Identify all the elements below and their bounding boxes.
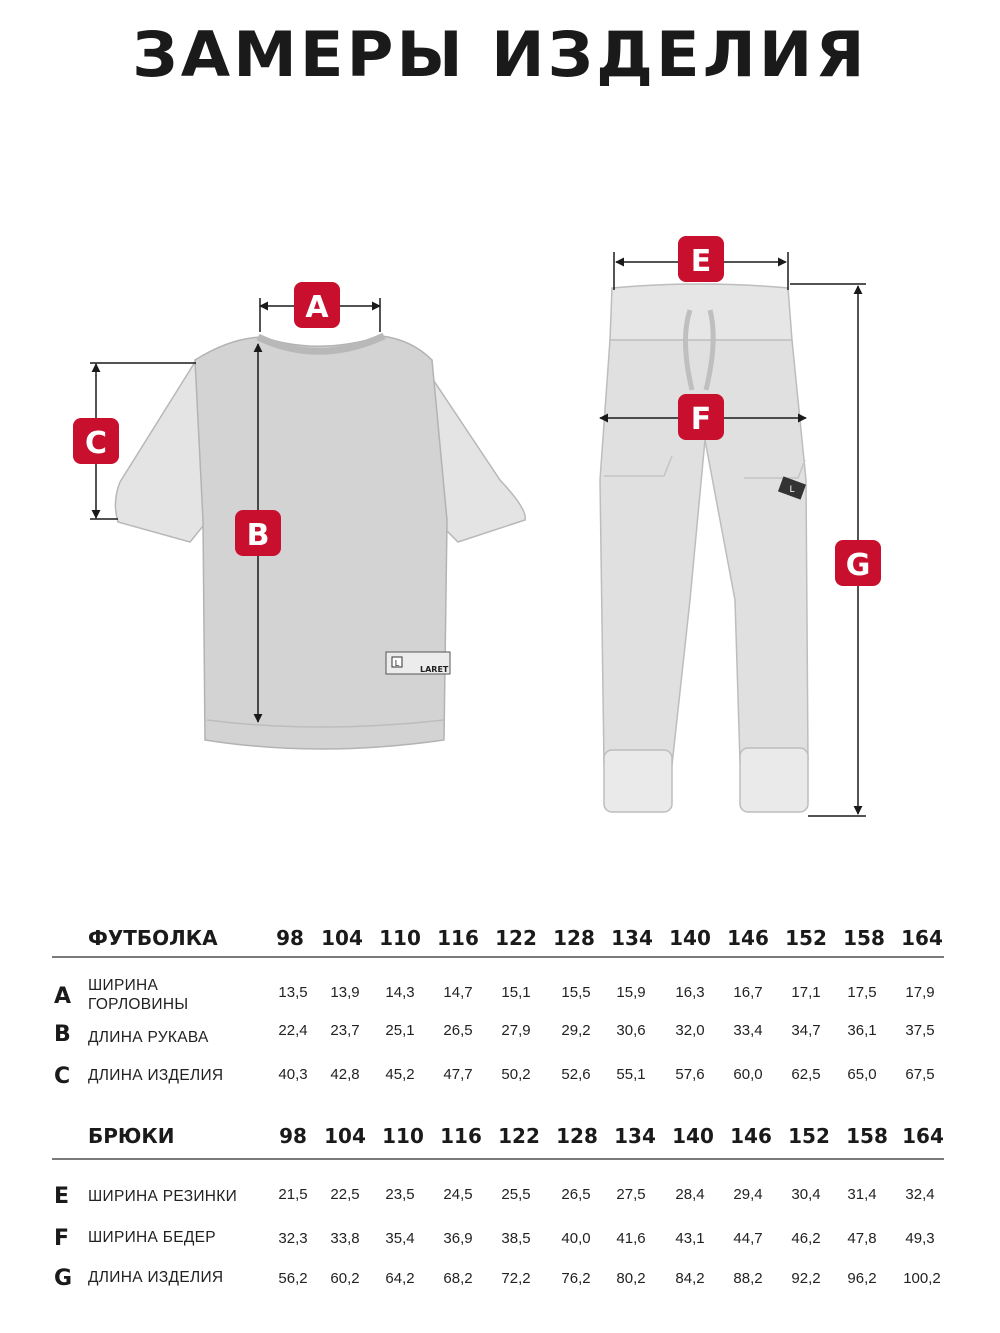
table-cell: 28,4 [675, 1186, 705, 1203]
tshirt-size-header: 140 [669, 926, 711, 950]
table-row [52, 1226, 952, 1266]
table-cell: 14,7 [443, 984, 473, 1001]
table-cell: 62,5 [791, 1066, 821, 1083]
pants-size-header: 110 [382, 1124, 424, 1148]
row-label: ДЛИНА ИЗДЕЛИЯ [88, 1269, 224, 1286]
pants-size-header: 140 [672, 1124, 714, 1148]
table-row [52, 1064, 952, 1104]
badge-f [678, 394, 724, 440]
pants-size-header: 98 [279, 1124, 307, 1148]
tshirt-size-header: 98 [276, 926, 304, 950]
tshirt-size-table [52, 920, 952, 1100]
table-cell: 49,3 [905, 1230, 935, 1247]
tshirt-size-header: 128 [553, 926, 595, 950]
table-cell: 57,6 [675, 1066, 705, 1083]
tshirt-size-header: 122 [495, 926, 537, 950]
table-cell: 32,3 [278, 1230, 308, 1247]
table-row [52, 1266, 952, 1306]
table-cell: 92,2 [791, 1270, 821, 1287]
table-cell: 67,5 [905, 1066, 935, 1083]
pants-size-header: 104 [324, 1124, 366, 1148]
table-cell: 72,2 [501, 1270, 531, 1287]
pants-size-header: 134 [614, 1124, 656, 1148]
table-cell: 100,2 [903, 1270, 941, 1287]
pants-size-header: 164 [902, 1124, 944, 1148]
tshirt-size-header: 116 [437, 926, 479, 950]
pants-size-header: 146 [730, 1124, 772, 1148]
table-cell: 13,5 [278, 984, 308, 1001]
pants-drawing [600, 284, 808, 812]
table-cell: 32,0 [675, 1022, 705, 1039]
row-letter: C [54, 1064, 71, 1089]
table-cell: 68,2 [443, 1270, 473, 1287]
tshirt-size-header: 104 [321, 926, 363, 950]
table-cell: 65,0 [847, 1066, 877, 1083]
table-cell: 52,6 [561, 1066, 591, 1083]
row-letter: B [54, 1022, 71, 1047]
table-cell: 40,0 [561, 1230, 591, 1247]
table-cell: 25,1 [385, 1022, 415, 1039]
pants-size-label: L [789, 485, 795, 495]
garment-illustration [0, 220, 1000, 840]
table-cell: 46,2 [791, 1230, 821, 1247]
table-row [52, 976, 952, 1016]
tshirt-table-title: ФУТБОЛКА [88, 926, 218, 950]
badge-b [235, 510, 281, 556]
table-cell: 27,9 [501, 1022, 531, 1039]
table-cell: 13,9 [330, 984, 360, 1001]
row-label: ШИРИНА БЕДЕР [88, 1229, 216, 1246]
tshirt-size-label: L [394, 659, 400, 668]
table-cell: 47,7 [443, 1066, 473, 1083]
pants-size-header: 116 [440, 1124, 482, 1148]
table-cell: 41,6 [616, 1230, 646, 1247]
pants-size-table [52, 1118, 952, 1298]
table-cell: 96,2 [847, 1270, 877, 1287]
table-cell: 33,4 [733, 1022, 763, 1039]
pants-size-header: 152 [788, 1124, 830, 1148]
table-cell: 43,1 [675, 1230, 705, 1247]
table-cell: 44,7 [733, 1230, 763, 1247]
table-cell: 29,2 [561, 1022, 591, 1039]
table-cell: 15,9 [616, 984, 646, 1001]
table-cell: 25,5 [501, 1186, 531, 1203]
table-cell: 30,4 [791, 1186, 821, 1203]
table-cell: 35,4 [385, 1230, 415, 1247]
table-cell: 88,2 [733, 1270, 763, 1287]
table-cell: 22,4 [278, 1022, 308, 1039]
table-cell: 34,7 [791, 1022, 821, 1039]
table-cell: 33,8 [330, 1230, 360, 1247]
svg-text:B: B [246, 518, 270, 553]
table-cell: 16,3 [675, 984, 705, 1001]
table-cell: 27,5 [616, 1186, 646, 1203]
table-cell: 23,7 [330, 1022, 360, 1039]
svg-text:C: C [84, 426, 108, 461]
pants-size-header: 122 [498, 1124, 540, 1148]
table-cell: 76,2 [561, 1270, 591, 1287]
row-letter: F [54, 1226, 70, 1251]
row-label: ДЛИНА РУКАВА [88, 1029, 209, 1046]
table-cell: 45,2 [385, 1066, 415, 1083]
table-cell: 21,5 [278, 1186, 308, 1203]
pants-table-title: БРЮКИ [88, 1124, 175, 1148]
tshirt-size-header: 158 [843, 926, 885, 950]
table-cell: 16,7 [733, 984, 763, 1001]
table-cell: 50,2 [501, 1066, 531, 1083]
row-letter: G [54, 1266, 73, 1291]
table-row [52, 1022, 952, 1062]
tshirt-brand-label: LARET [420, 665, 449, 674]
svg-text:G: G [845, 548, 871, 583]
table-cell: 60,2 [330, 1270, 360, 1287]
table-cell: 14,3 [385, 984, 415, 1001]
table-cell: 40,3 [278, 1066, 308, 1083]
tshirt-size-header: 152 [785, 926, 827, 950]
table-cell: 80,2 [616, 1270, 646, 1287]
table-cell: 60,0 [733, 1066, 763, 1083]
table-cell: 17,5 [847, 984, 877, 1001]
table-cell: 37,5 [905, 1022, 935, 1039]
tshirt-size-header: 164 [901, 926, 943, 950]
table-cell: 30,6 [616, 1022, 646, 1039]
tshirt-size-header: 146 [727, 926, 769, 950]
badge-c [73, 418, 119, 464]
row-label: ШИРИНА ГОРЛОВИНЫ [88, 977, 189, 1013]
table-row [52, 1184, 952, 1224]
row-label: ДЛИНА ИЗДЕЛИЯ [88, 1067, 224, 1084]
badge-e [678, 236, 724, 282]
table-cell: 32,4 [905, 1186, 935, 1203]
page-title: ЗАМЕРЫ ИЗДЕЛИЯ [132, 18, 868, 91]
table-cell: 26,5 [561, 1186, 591, 1203]
row-label: ШИРИНА РЕЗИНКИ [88, 1188, 238, 1205]
table-cell: 47,8 [847, 1230, 877, 1247]
row-letter: E [54, 1184, 70, 1209]
divider [52, 956, 944, 958]
divider [52, 1158, 944, 1160]
svg-text:F: F [690, 402, 712, 437]
table-cell: 36,1 [847, 1022, 877, 1039]
table-cell: 84,2 [675, 1270, 705, 1287]
pants-size-header: 128 [556, 1124, 598, 1148]
badge-g [835, 540, 881, 586]
table-cell: 42,8 [330, 1066, 360, 1083]
table-cell: 31,4 [847, 1186, 877, 1203]
tshirt-size-header: 134 [611, 926, 653, 950]
table-cell: 15,5 [561, 984, 591, 1001]
row-letter: A [54, 984, 72, 1009]
table-cell: 15,1 [501, 984, 531, 1001]
table-cell: 64,2 [385, 1270, 415, 1287]
tshirt-size-header: 110 [379, 926, 421, 950]
table-cell: 23,5 [385, 1186, 415, 1203]
table-cell: 55,1 [616, 1066, 646, 1083]
table-cell: 24,5 [443, 1186, 473, 1203]
table-cell: 38,5 [501, 1230, 531, 1247]
tshirt-drawing [115, 336, 525, 749]
table-cell: 56,2 [278, 1270, 308, 1287]
table-cell: 29,4 [733, 1186, 763, 1203]
pants-size-header: 158 [846, 1124, 888, 1148]
table-cell: 26,5 [443, 1022, 473, 1039]
table-cell: 22,5 [330, 1186, 360, 1203]
table-cell: 36,9 [443, 1230, 473, 1247]
badge-a [294, 282, 340, 328]
svg-text:E: E [690, 244, 712, 279]
svg-text:A: A [305, 290, 329, 325]
table-cell: 17,9 [905, 984, 935, 1001]
table-cell: 17,1 [791, 984, 821, 1001]
